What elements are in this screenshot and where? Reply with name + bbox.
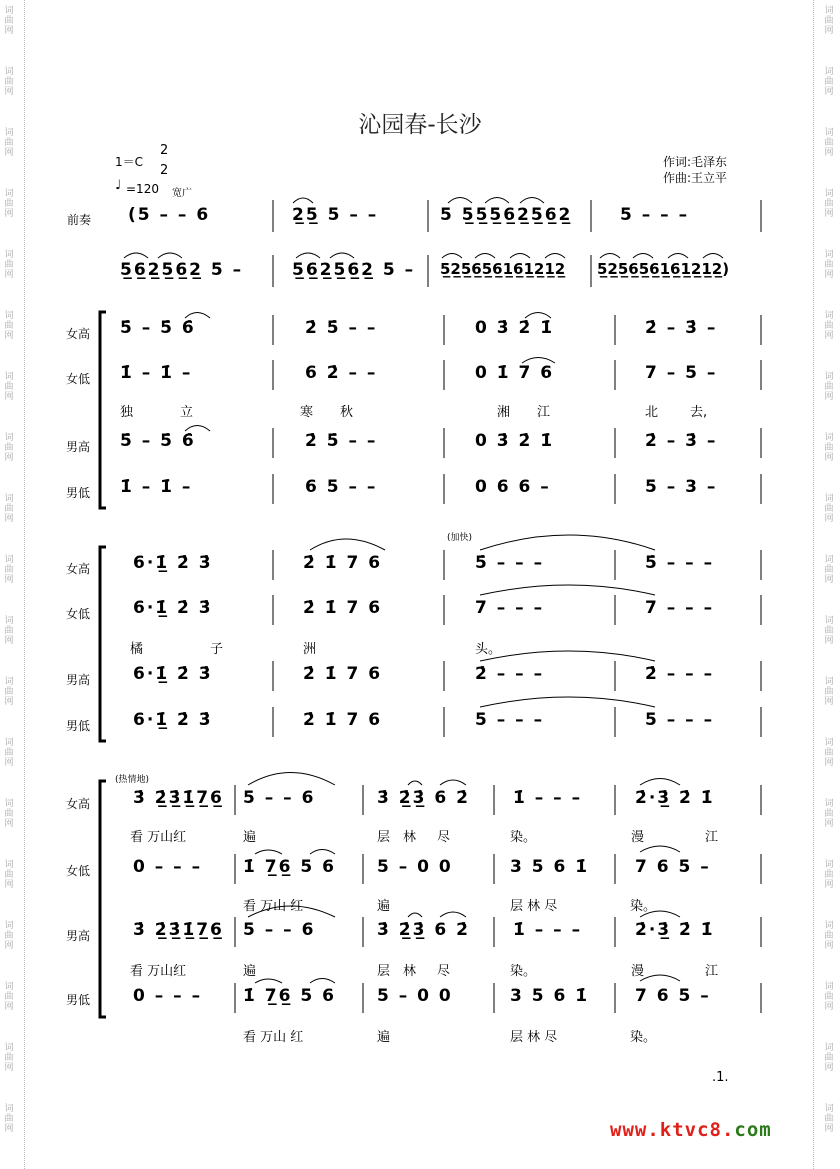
- lyric: 层: [377, 964, 391, 979]
- system-brackets: [100, 312, 106, 1017]
- measure: 0 – – –: [133, 857, 203, 877]
- watermark-glyph: 曲: [824, 504, 834, 514]
- lyric: 遍: [243, 830, 257, 845]
- watermark-glyph: 词: [824, 799, 834, 809]
- watermark-glyph: 曲: [824, 992, 834, 1002]
- measure: 2̇ 1̇ 7 6: [303, 598, 383, 618]
- song-title: 沁园春-长沙: [358, 112, 482, 138]
- watermark-glyph: 网: [4, 697, 14, 707]
- lyric: 橘: [130, 642, 144, 657]
- watermark-glyph: 网: [4, 819, 14, 829]
- watermark-glyph: 网: [824, 392, 834, 402]
- measure: 5 – – 6: [243, 920, 316, 940]
- measure: 1̇ – – –: [513, 920, 583, 940]
- measure: 6 5 – –: [305, 477, 378, 497]
- watermark-glyph: 词: [824, 189, 834, 199]
- watermark-glyph: 曲: [4, 504, 14, 514]
- measure: 7 6 5 –: [635, 857, 711, 877]
- watermark-glyph: 词: [824, 1104, 834, 1114]
- watermark-glyph: 曲: [4, 687, 14, 697]
- lyric: 立: [180, 405, 194, 420]
- watermark-glyph: 网: [824, 148, 834, 158]
- watermark-glyph: 词: [4, 921, 14, 931]
- composer-credit: 作曲:王立平: [663, 171, 728, 185]
- watermark-glyph: 曲: [4, 626, 14, 636]
- watermark-glyph: 词: [4, 67, 14, 77]
- watermark-glyph: 词: [824, 311, 834, 321]
- watermark-glyph: 网: [4, 758, 14, 768]
- measure: 0 3̇ 2̇ 1̇: [475, 431, 555, 451]
- measure: 7 – – –: [475, 598, 545, 618]
- voice-label-alto: 女低: [66, 607, 91, 621]
- watermark-glyph: 词: [4, 1104, 14, 1114]
- watermark-glyph: 曲: [4, 199, 14, 209]
- watermark-glyph: 曲: [824, 1114, 834, 1124]
- watermark-glyph: 词: [824, 250, 834, 260]
- watermark-glyph: 曲: [824, 77, 834, 87]
- measure: 3̇ 2̲̇3̲̇ 6 2̇: [377, 920, 470, 940]
- voice-label-soprano: 女高: [66, 797, 91, 811]
- measure: 0 – – –: [133, 986, 203, 1006]
- measure: 1̇ 7̲6̲ 5 6: [243, 986, 336, 1006]
- watermark-glyph: 网: [4, 453, 14, 463]
- watermark-glyph: 词: [4, 616, 14, 626]
- watermark-glyph: 曲: [824, 1053, 834, 1063]
- watermark-glyph: 词: [824, 677, 834, 687]
- measure: 1̇ – – –: [513, 788, 583, 808]
- watermark-glyph: 网: [824, 331, 834, 341]
- measure: 2̇ 5̇ – –: [305, 431, 378, 451]
- lyric: 尽: [437, 964, 451, 979]
- note-icon: ♩: [115, 178, 122, 193]
- measure: 6·1̲̇ 2̇ 3̇: [133, 553, 213, 573]
- watermark-glyph: 曲: [824, 809, 834, 819]
- lyric: 看 万山 红: [243, 899, 304, 914]
- measure: 2̇ 1̇ 7 6: [303, 710, 383, 730]
- watermark-glyph: 网: [824, 1124, 834, 1134]
- voice-label-soprano: 女高: [66, 562, 91, 576]
- voice-label-tenor: 男高: [66, 440, 91, 454]
- measure: 2̇ 1̇ 7 6: [303, 553, 383, 573]
- watermark-glyph: 曲: [4, 16, 14, 26]
- watermark-glyph: 词: [824, 555, 834, 565]
- lyric: 林: [403, 830, 417, 845]
- watermark-glyph: 曲: [4, 1053, 14, 1063]
- lyric: 独: [120, 405, 134, 420]
- intro-measure: 5̲2̲5̲6̲5̲6̲1̲6̲1̲2̲1̲2̲: [440, 260, 566, 278]
- watermark-glyph: 曲: [4, 809, 14, 819]
- measure: 5 – – –: [645, 710, 715, 730]
- watermark-glyph: 网: [4, 514, 14, 524]
- watermark-glyph: 网: [4, 1002, 14, 1012]
- lyric: 江: [705, 830, 719, 845]
- lyric: 洲: [303, 642, 317, 657]
- measure: 6 2̇ – –: [305, 363, 378, 383]
- measure: 0 6 6 –: [475, 477, 551, 497]
- measure: 1̇ – 1̇ –: [120, 363, 193, 383]
- watermark-glyph: 网: [4, 575, 14, 585]
- watermark-glyph: 词: [824, 433, 834, 443]
- intro-measure: 5̲2̲5̲6̲5̲6̲1̲6̲1̲2̲1̲2̲): [597, 260, 730, 278]
- watermark-glyph: 曲: [4, 1114, 14, 1124]
- lyric: 看 万山 红: [243, 1030, 304, 1045]
- voice-label-bass: 男低: [66, 486, 91, 500]
- watermark-glyph: 曲: [824, 748, 834, 758]
- measure: 2̇ 5̇ – –: [305, 318, 378, 338]
- lyric: 秋: [340, 405, 354, 420]
- watermark-glyph: 网: [4, 209, 14, 219]
- watermark-glyph: 网: [4, 941, 14, 951]
- slurs: [124, 198, 723, 984]
- watermark-glyph: 网: [4, 148, 14, 158]
- watermark-glyph: 曲: [4, 382, 14, 392]
- watermark-glyph: 网: [4, 331, 14, 341]
- watermark-glyph: 词: [824, 738, 834, 748]
- measure: 2̇ 1̇ 7 6: [303, 664, 383, 684]
- voice-label-bass: 男低: [66, 719, 91, 733]
- watermark-glyph: 曲: [824, 626, 834, 636]
- measure: 2̇ – 3̇ –: [645, 431, 718, 451]
- watermark-glyph: 曲: [824, 260, 834, 270]
- voice-label-bass: 男低: [66, 993, 91, 1007]
- measure: 5 – – 6: [243, 788, 316, 808]
- lyric: 层 林 尽: [510, 899, 558, 914]
- watermark-glyph: 词: [4, 1043, 14, 1053]
- lyric: 染。: [510, 830, 537, 845]
- time-signature-numerator: 2: [160, 143, 169, 158]
- watermark-glyph: 网: [824, 514, 834, 524]
- watermark-glyph: 网: [824, 453, 834, 463]
- lyric: 湘: [497, 405, 511, 420]
- measure: 2̇·3̲̇ 2̇ 1̇: [635, 920, 715, 940]
- watermark-glyph: 词: [4, 799, 14, 809]
- watermark-glyph: 曲: [4, 992, 14, 1002]
- watermark-glyph: 网: [824, 1063, 834, 1073]
- lyric: 漫: [631, 830, 645, 845]
- watermark-glyph: 曲: [824, 687, 834, 697]
- watermark-glyph: 网: [824, 87, 834, 97]
- measure: 3̇ 2̲̇3̲̇1̲̇7̲6̲: [133, 788, 224, 808]
- watermark-glyph: 网: [824, 209, 834, 219]
- measure: 2̇ – – –: [475, 664, 545, 684]
- intro-measure: (5 – – 6: [128, 205, 211, 225]
- watermark-glyph: 曲: [4, 260, 14, 270]
- intro-measure: 5 – – –: [620, 205, 690, 225]
- voice-label-alto: 女低: [66, 864, 91, 878]
- watermark-glyph: 网: [4, 392, 14, 402]
- watermark-glyph: 词: [824, 6, 834, 16]
- lyric: 染。: [630, 899, 657, 914]
- watermark-glyph: 词: [824, 494, 834, 504]
- lyric: 头。: [475, 642, 502, 657]
- watermark-glyph: 网: [4, 880, 14, 890]
- watermark-glyph: 曲: [824, 565, 834, 575]
- measure: 0 3̇ 2̇ 1̇: [475, 318, 555, 338]
- measure: 5̇ – – –: [475, 553, 545, 573]
- measure: 5 – 0 0: [377, 986, 453, 1006]
- measure: 5 – 0 0: [377, 857, 453, 877]
- measure: 2̇ – – –: [645, 664, 715, 684]
- lyricist-credit: 作词:毛泽东: [663, 155, 728, 169]
- watermark-glyph: 词: [824, 982, 834, 992]
- watermark-glyph: 词: [4, 982, 14, 992]
- site-logo-segment: ktvc8: [659, 1119, 722, 1141]
- watermark-glyph: 曲: [824, 138, 834, 148]
- watermark-glyph: 网: [824, 26, 834, 36]
- voice-label-tenor: 男高: [66, 929, 91, 943]
- lyric: 漫: [631, 964, 645, 979]
- lyric: 遍: [377, 899, 391, 914]
- measure: 7 6 5 –: [635, 986, 711, 1006]
- lyric: 层: [377, 830, 391, 845]
- measure: 5̇ – – –: [645, 553, 715, 573]
- watermark-glyph: 网: [4, 26, 14, 36]
- lyric: 江: [537, 405, 551, 420]
- watermark-glyph: 网: [4, 1124, 14, 1134]
- lyric: 染。: [630, 1030, 657, 1045]
- watermark-glyph: 曲: [824, 443, 834, 453]
- watermark-glyph: 词: [4, 311, 14, 321]
- watermark-glyph: 曲: [4, 565, 14, 575]
- lyric: 江: [705, 964, 719, 979]
- watermark-glyph: 词: [824, 1043, 834, 1053]
- watermark-glyph: 网: [4, 270, 14, 280]
- site-logo-segment: com: [734, 1119, 772, 1141]
- voice-label-tenor: 男高: [66, 673, 91, 687]
- measure: 3̇ 2̲̇3̲̇1̲̇7̲6̲: [133, 920, 224, 940]
- watermark-glyph: 网: [824, 636, 834, 646]
- watermark-glyph: 曲: [824, 382, 834, 392]
- watermark-glyph: 词: [4, 738, 14, 748]
- measure: 5 – 3 –: [645, 477, 718, 497]
- watermark-glyph: 网: [824, 270, 834, 280]
- watermark-glyph: 曲: [4, 321, 14, 331]
- lyric: 看 万山红: [130, 830, 187, 845]
- watermark-glyph: 词: [824, 860, 834, 870]
- tempo-value: =120: [126, 182, 159, 196]
- measure: 6·1̲̇ 2̇ 3̇: [133, 710, 213, 730]
- watermark-glyph: 词: [4, 128, 14, 138]
- intro-measure: 5 5̲5̲5̲6̲2̲5̲6̲2̲: [440, 205, 573, 225]
- watermark-glyph: 曲: [4, 870, 14, 880]
- lyric: 去,: [690, 405, 708, 420]
- watermark-glyph: 曲: [4, 931, 14, 941]
- watermark-glyph: 曲: [824, 199, 834, 209]
- watermark-glyph: 曲: [4, 748, 14, 758]
- measure: 1̇ – 1̇ –: [120, 477, 193, 497]
- watermark-glyph: 词: [824, 372, 834, 382]
- key-signature: 1＝C: [115, 155, 144, 169]
- measure: 3 5 6 1̇: [510, 986, 590, 1006]
- lyric: 遍: [243, 964, 257, 979]
- watermark-glyph: 曲: [824, 321, 834, 331]
- lyric: 北: [645, 405, 659, 420]
- expression-mark: (热情地): [115, 775, 150, 785]
- watermark-glyph: 词: [4, 677, 14, 687]
- intro-label: 前奏: [67, 213, 92, 227]
- lyric: 寒: [300, 405, 314, 420]
- watermark-glyph: 网: [824, 941, 834, 951]
- watermark-glyph: 词: [4, 6, 14, 16]
- watermark-glyph: 网: [824, 1002, 834, 1012]
- intro-measure: 5̲6̲2̲5̲6̲2̲ 5 –: [120, 260, 244, 280]
- watermark-glyph: 词: [824, 128, 834, 138]
- intro-measure: 5̲6̲2̲5̲6̲2̲ 5 –: [292, 260, 416, 280]
- lyric: 子: [210, 642, 224, 657]
- measure: 3̇ 2̲̇3̲̇ 6 2̇: [377, 788, 470, 808]
- measure: 5̇ – 5̇ 6̇: [120, 318, 196, 338]
- measure: 1̇ 7̲6̲ 5 6: [243, 857, 336, 877]
- watermark-glyph: 词: [824, 921, 834, 931]
- watermark-glyph: 词: [4, 433, 14, 443]
- intro-measure: 2̲5̲ 5 – –: [292, 205, 379, 225]
- watermark-glyph: 网: [824, 697, 834, 707]
- measure: 3 5 6 1̇: [510, 857, 590, 877]
- measure: 5 – – –: [475, 710, 545, 730]
- watermark-glyph: 网: [824, 758, 834, 768]
- measure: 7 – – –: [645, 598, 715, 618]
- lyric: 看 万山红: [130, 964, 187, 979]
- measure: 0 1̇ 7 6: [475, 363, 555, 383]
- measure: 2̇·3̲̇ 2̇ 1̇: [635, 788, 715, 808]
- watermark-glyph: 词: [4, 250, 14, 260]
- watermark-glyph: 网: [4, 636, 14, 646]
- watermark-glyph: 网: [824, 575, 834, 585]
- lyric: 林: [403, 964, 417, 979]
- measure: 2̇ – 3̇ –: [645, 318, 718, 338]
- lyric: 层 林 尽: [510, 1030, 558, 1045]
- site-logo-segment: .: [721, 1119, 735, 1141]
- lyric: 尽: [437, 830, 451, 845]
- watermark-glyph: 词: [4, 555, 14, 565]
- watermark-glyph: 词: [4, 372, 14, 382]
- site-logo-segment: www.: [610, 1119, 660, 1141]
- lyric: 遍: [377, 1030, 391, 1045]
- time-signature-denominator: 2: [160, 163, 169, 178]
- watermark-glyph: 词: [4, 860, 14, 870]
- tempo-mark: (加快): [447, 533, 473, 543]
- watermark-glyph: 网: [4, 87, 14, 97]
- voice-label-alto: 女低: [66, 372, 91, 386]
- watermark-glyph: 词: [824, 616, 834, 626]
- watermark-glyph: 网: [4, 1063, 14, 1073]
- measure: 6·1̲̇ 2̇ 3̇: [133, 664, 213, 684]
- watermark-glyph: 词: [4, 189, 14, 199]
- watermark-glyph: 词: [824, 67, 834, 77]
- watermark-glyph: 词: [4, 494, 14, 504]
- watermark-glyph: 曲: [824, 931, 834, 941]
- tempo-style: 宽广: [172, 188, 192, 199]
- watermark-glyph: 曲: [824, 870, 834, 880]
- voice-label-soprano: 女高: [66, 327, 91, 341]
- watermark-glyph: 曲: [4, 138, 14, 148]
- watermark-glyph: 曲: [4, 443, 14, 453]
- watermark-glyph: 曲: [824, 16, 834, 26]
- lyric: 染。: [510, 964, 537, 979]
- watermark-glyph: 网: [824, 819, 834, 829]
- watermark-glyph: 网: [824, 880, 834, 890]
- measure: 7 – 5 –: [645, 363, 718, 383]
- barlines: [235, 200, 761, 1013]
- watermark-glyph: 曲: [4, 77, 14, 87]
- measure: 6·1̲̇ 2̇ 3̇: [133, 598, 213, 618]
- measure: 5̇ – 5̇ 6̇: [120, 431, 196, 451]
- page-number: .1.: [712, 1070, 729, 1085]
